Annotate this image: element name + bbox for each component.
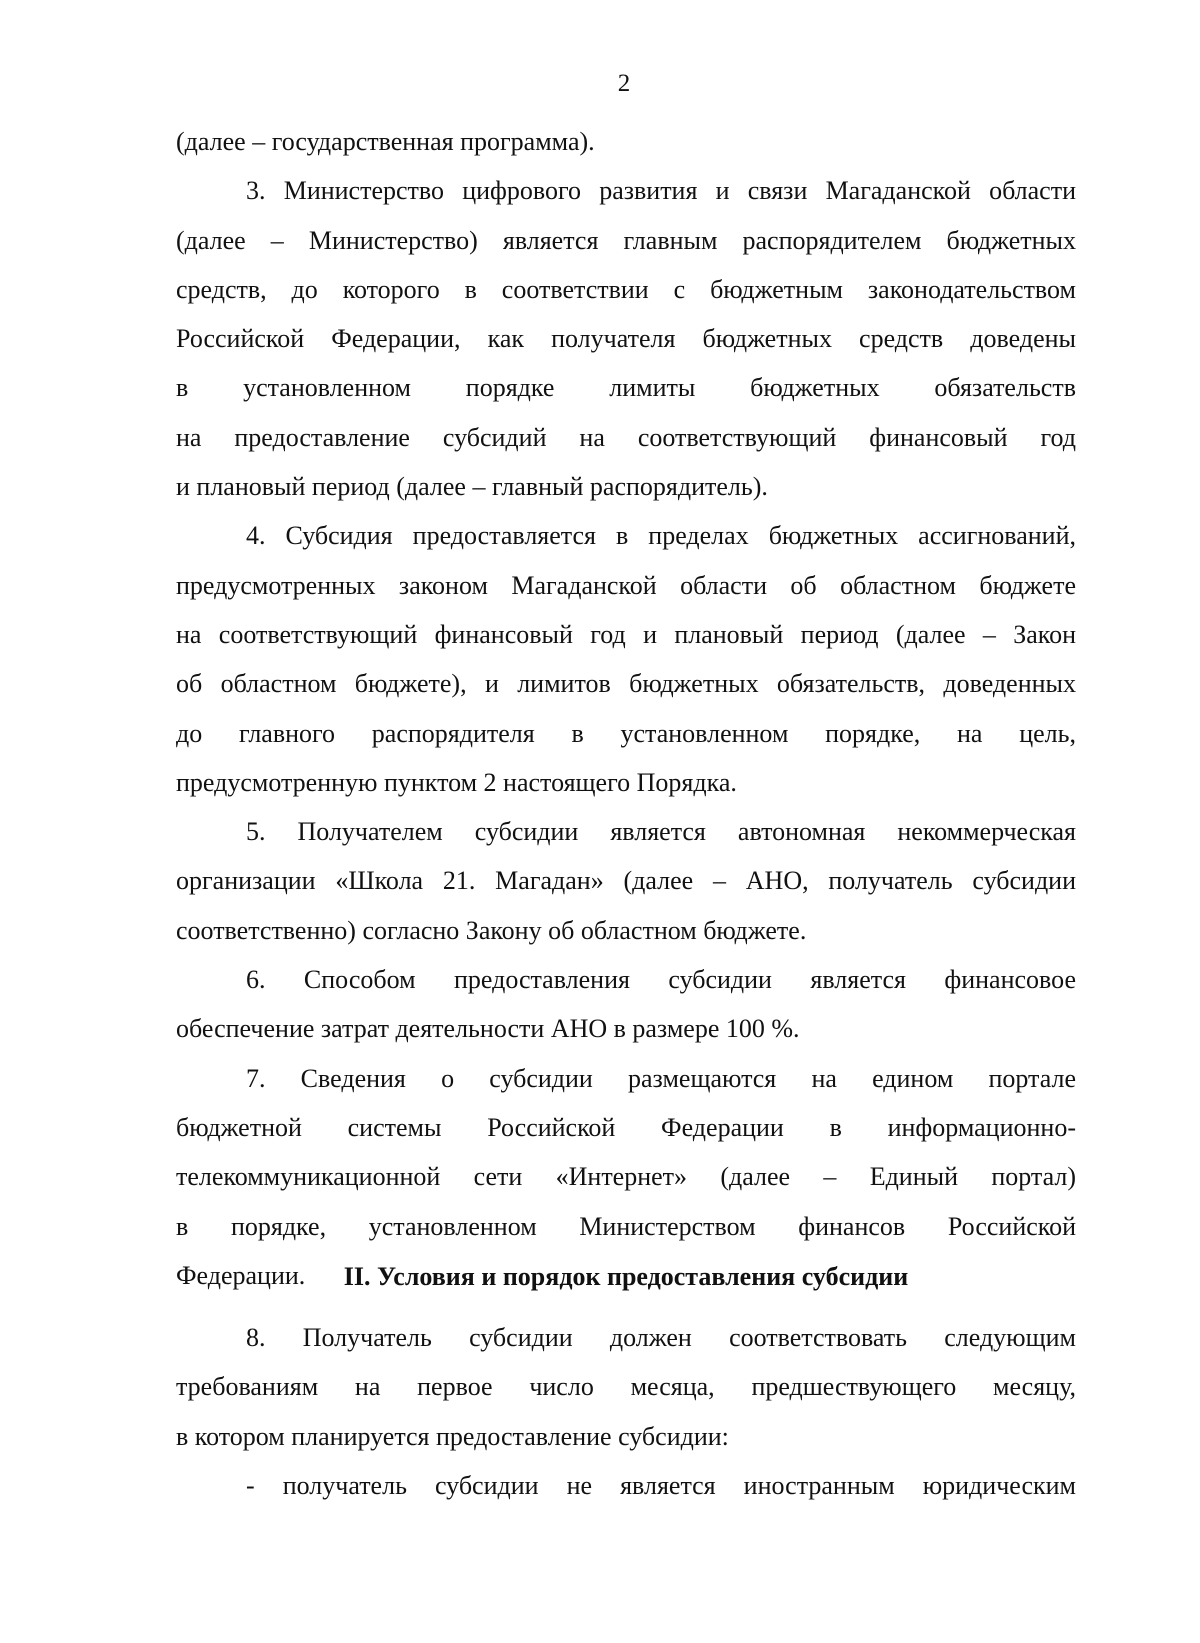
text-line: в установленном порядке лимиты бюджетных обязательств bbox=[176, 373, 1076, 403]
text-line: предусмотренную пунктом 2 настоящего Порядка. bbox=[176, 767, 737, 797]
text-line: телекоммуникационной сети «Интернет» (далее – Единый портал) bbox=[176, 1162, 1076, 1192]
text-line: Федерации. bbox=[176, 1260, 306, 1290]
text-line: (далее – государственная программа). bbox=[176, 127, 595, 156]
text-line: соответственно) согласно Закону об областном бюджете. bbox=[176, 915, 807, 945]
body-text-section-2 bbox=[176, 1313, 1076, 1510]
paragraph-7-first-line: 7. Сведения о субсидии размещаются на едином портале bbox=[246, 1063, 1076, 1093]
text-line: до главного распорядителя в установленном порядке, на цель, bbox=[176, 718, 1076, 748]
text-line: обеспечение затрат деятельности АНО в размере 100 %. bbox=[176, 1014, 800, 1044]
text-line: в порядке, установленном Министерством финансов Российской bbox=[176, 1211, 1076, 1241]
paragraph-4-first-line: 4. Субсидия предоставляется в пределах бюджетных ассигнований, bbox=[246, 521, 1076, 551]
text-line: организации «Школа 21. Магадан» (далее – АНО, получатель субсидии bbox=[176, 866, 1076, 896]
text-line: на предоставление субсидий на соответствующий финансовый год bbox=[176, 422, 1076, 452]
text-line: на соответствующий финансовый год и плановый период (далее – Закон bbox=[176, 619, 1076, 649]
paragraph-5-first-line: 5. Получателем субсидии является автономная некоммерческая bbox=[246, 817, 1076, 847]
section-heading: II. Условия и порядок предоставления субсидии bbox=[343, 1262, 909, 1291]
text-line: об областном бюджете), и лимитов бюджетных обязательств, доведенных bbox=[176, 669, 1076, 699]
paragraph-6-first-line: 6. Способом предоставления субсидии является финансовое bbox=[246, 965, 1076, 995]
paragraph-3-first-line: 3. Министерство цифрового развития и связи Магаданской области bbox=[246, 176, 1076, 206]
text-line: (далее – Министерство) является главным распорядителем бюджетных bbox=[176, 225, 1076, 255]
text-line: требованиям на первое число месяца, предшествующего месяцу, bbox=[176, 1372, 1076, 1402]
text-line: средств, до которого в соответствии с бюджетным законодательством bbox=[176, 274, 1076, 304]
text-line: Российской Федерации, как получателя бюджетных средств доведены bbox=[176, 324, 1076, 354]
text-line: в котором планируется предоставление субсидии: bbox=[176, 1421, 729, 1451]
text-line: и плановый период (далее – главный распорядитель). bbox=[176, 472, 768, 502]
page-number: 2 bbox=[617, 70, 631, 97]
text-line: предусмотренных законом Магаданской области об областном бюджете bbox=[176, 570, 1076, 600]
text-line: бюджетной системы Российской Федерации в информационно- bbox=[176, 1112, 1076, 1142]
body-text bbox=[176, 117, 1076, 1300]
list-item-first-line: - получатель субсидии не является иностранным юридическим bbox=[246, 1470, 1076, 1500]
paragraph-8-first-line: 8. Получатель субсидии должен соответствовать следующим bbox=[246, 1323, 1076, 1352]
